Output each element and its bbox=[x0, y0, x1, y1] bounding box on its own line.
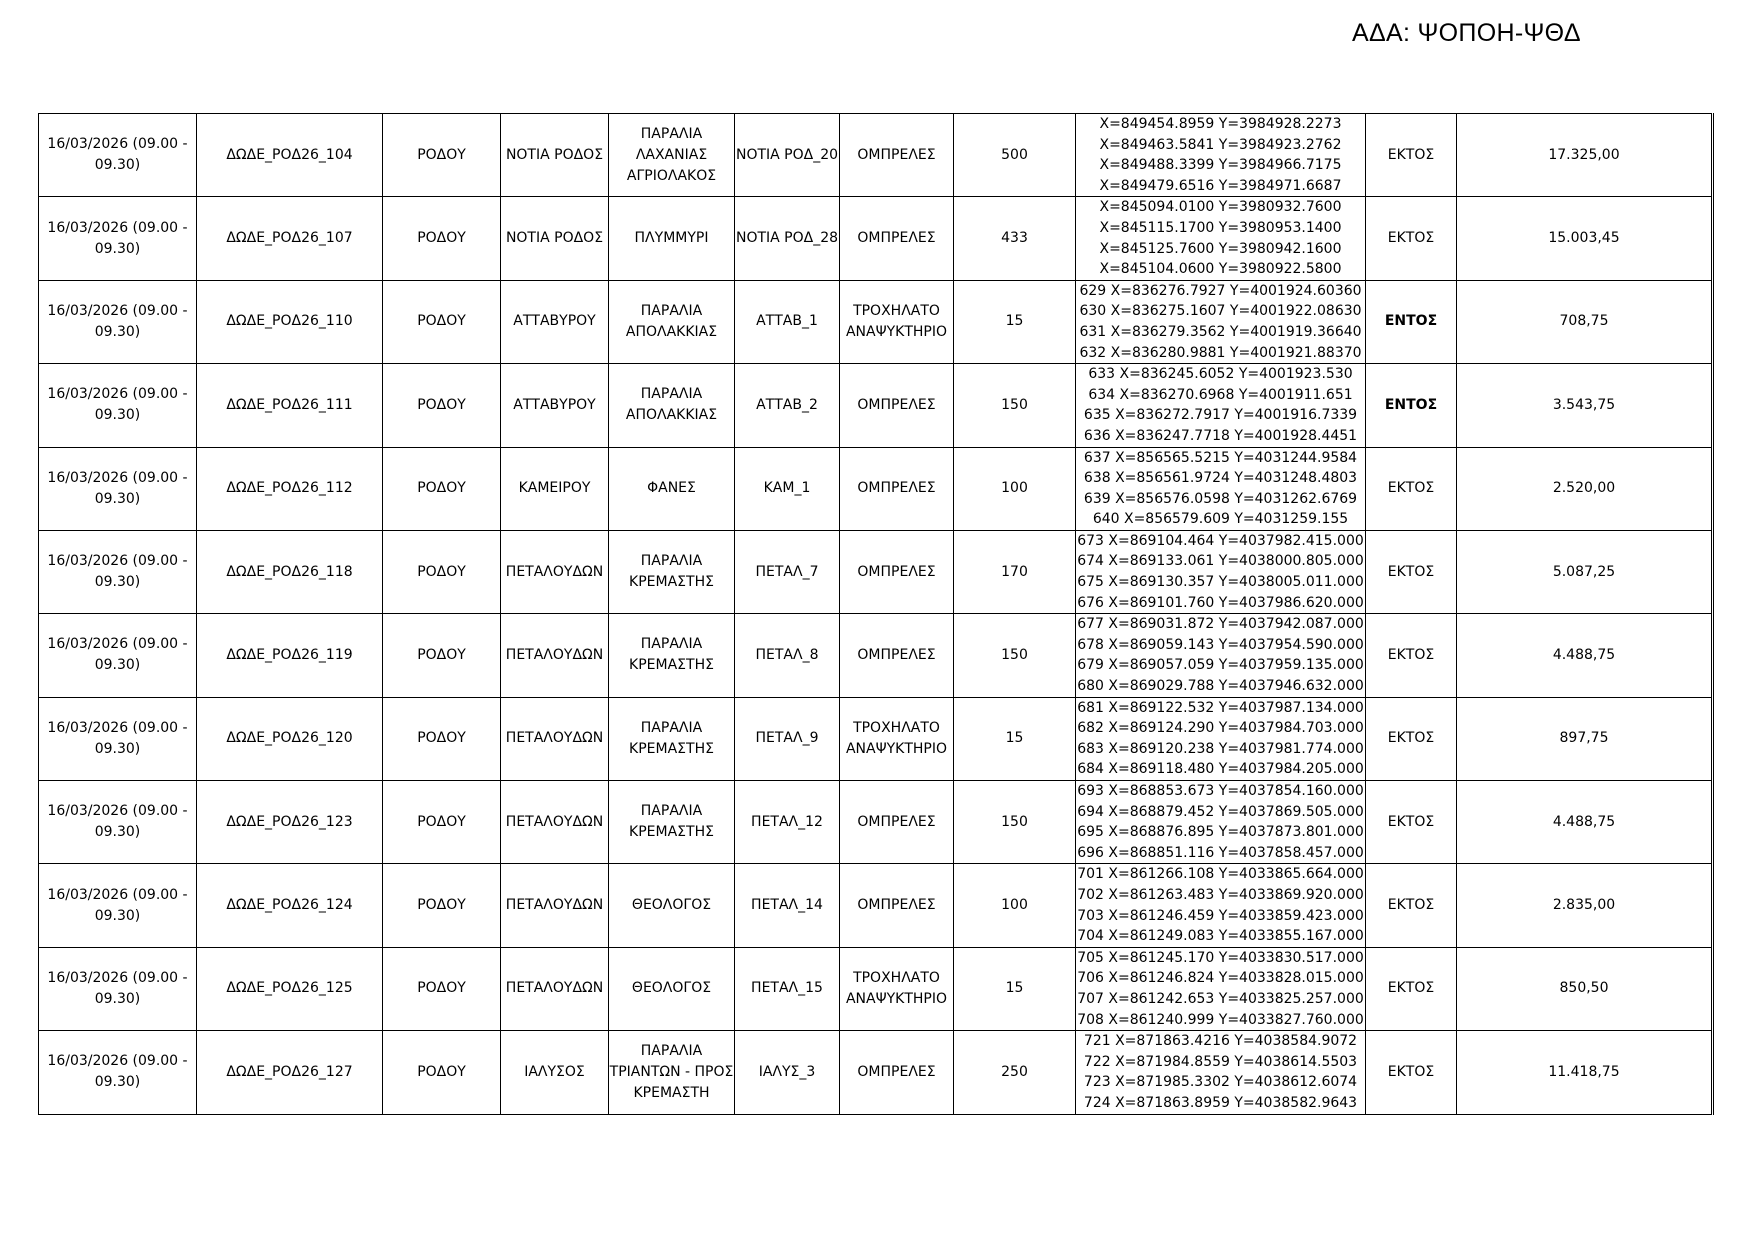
code-cell: ΔΩΔΕ_ΡΟΔ26_120 bbox=[197, 697, 383, 780]
area-code-cell: ΑΤΤΑΒ_1 bbox=[735, 280, 840, 363]
price-cell: 3.543,75 bbox=[1457, 364, 1713, 447]
date-cell: 16/03/2026 (09.00 - 09.30) bbox=[39, 1031, 197, 1114]
coordinate-line: 673 X=869104.464 Y=4037982.415.000 bbox=[1077, 532, 1364, 549]
use-cell: ΟΜΠΡΕΛΕΣ bbox=[840, 197, 954, 280]
use-cell: ΟΜΠΡΕΛΕΣ bbox=[840, 1031, 954, 1114]
coordinate-line: 680 X=869029.788 Y=4037946.632.000 bbox=[1077, 678, 1364, 695]
area-code-cell: ΑΤΤΑΒ_2 bbox=[735, 364, 840, 447]
use-cell: ΟΜΠΡΕΛΕΣ bbox=[840, 447, 954, 530]
date-cell: 16/03/2026 (09.00 - 09.30) bbox=[39, 114, 197, 197]
date-cell: 16/03/2026 (09.00 - 09.30) bbox=[39, 280, 197, 363]
coordinate-line: 638 X=856561.9724 Y=4031248.4803 bbox=[1083, 470, 1358, 487]
status-cell: ΕΚΤΟΣ bbox=[1366, 530, 1457, 613]
coordinate-line: X=849479.6516 Y=3984971.6687 bbox=[1099, 177, 1342, 194]
unit-cell: ΝΟΤΙΑ ΡΟΔΟΣ bbox=[501, 197, 609, 280]
area-code-cell: ΚΑΜ_1 bbox=[735, 447, 840, 530]
coordinates-cell bbox=[1076, 864, 1366, 947]
area-sqm-cell: 500 bbox=[954, 114, 1076, 197]
municipality-cell: ΡΟΔΟΥ bbox=[383, 530, 501, 613]
status-cell: ΕΝΤΟΣ bbox=[1366, 280, 1457, 363]
coordinate-line: 678 X=869059.143 Y=4037954.590.000 bbox=[1077, 636, 1364, 653]
coordinate-line: 723 X=871985.3302 Y=4038612.6074 bbox=[1083, 1074, 1358, 1091]
status-cell: ΕΚΤΟΣ bbox=[1366, 781, 1457, 864]
coordinates-cell bbox=[1076, 614, 1366, 697]
table-row bbox=[39, 114, 1713, 197]
location-cell: ΠΛΥΜΜΥΡΙ bbox=[609, 197, 735, 280]
area-sqm-cell: 15 bbox=[954, 280, 1076, 363]
date-cell: 16/03/2026 (09.00 - 09.30) bbox=[39, 530, 197, 613]
date-cell: 16/03/2026 (09.00 - 09.30) bbox=[39, 864, 197, 947]
concessions-table bbox=[38, 113, 1714, 1115]
area-sqm-cell: 100 bbox=[954, 447, 1076, 530]
use-cell: ΟΜΠΡΕΛΕΣ bbox=[840, 781, 954, 864]
area-sqm-cell: 150 bbox=[954, 781, 1076, 864]
price-cell: 708,75 bbox=[1457, 280, 1713, 363]
coordinate-line: 724 X=871863.8959 Y=4038582.9643 bbox=[1083, 1094, 1358, 1111]
coordinate-line: X=845104.0600 Y=3980922.5800 bbox=[1099, 261, 1342, 278]
table-row bbox=[39, 864, 1713, 947]
table-row bbox=[39, 697, 1713, 780]
coordinate-line: 640 X=856579.609 Y=4031259.155 bbox=[1092, 511, 1349, 528]
date-cell: 16/03/2026 (09.00 - 09.30) bbox=[39, 614, 197, 697]
unit-cell: ΠΕΤΑΛΟΥΔΩΝ bbox=[501, 864, 609, 947]
area-code-cell: ΠΕΤΑΛ_8 bbox=[735, 614, 840, 697]
coordinate-line: 703 X=861246.459 Y=4033859.423.000 bbox=[1077, 907, 1364, 924]
price-cell: 2.520,00 bbox=[1457, 447, 1713, 530]
unit-cell: ΚΑΜΕΙΡΟΥ bbox=[501, 447, 609, 530]
use-cell: ΤΡΟΧΗΛΑΤΟ ΑΝΑΨΥΚΤΗΡΙΟ bbox=[840, 947, 954, 1030]
unit-cell: ΙΑΛΥΣΟΣ bbox=[501, 1031, 609, 1114]
coordinate-line: 629 X=836276.7927 Y=4001924.60360 bbox=[1079, 282, 1362, 299]
price-cell: 5.087,25 bbox=[1457, 530, 1713, 613]
location-cell: ΠΑΡΑΛΙΑ ΛΑΧΑΝΙΑΣ ΑΓΡΙΟΛΑΚΟΣ bbox=[609, 114, 735, 197]
code-cell: ΔΩΔΕ_ΡΟΔ26_104 bbox=[197, 114, 383, 197]
table-row bbox=[39, 1031, 1713, 1114]
coordinates-cell bbox=[1076, 530, 1366, 613]
use-cell: ΟΜΠΡΕΛΕΣ bbox=[840, 364, 954, 447]
date-cell: 16/03/2026 (09.00 - 09.30) bbox=[39, 197, 197, 280]
coordinate-line: X=845125.7600 Y=3980942.1600 bbox=[1099, 240, 1342, 257]
price-cell: 4.488,75 bbox=[1457, 781, 1713, 864]
coordinate-line: X=849454.8959 Y=3984928.2273 bbox=[1099, 116, 1342, 132]
price-cell: 4.488,75 bbox=[1457, 614, 1713, 697]
coordinate-line: X=849463.5841 Y=3984923.2762 bbox=[1099, 136, 1342, 153]
area-sqm-cell: 250 bbox=[954, 1031, 1076, 1114]
coordinate-line: 694 X=868879.452 Y=4037869.505.000 bbox=[1077, 803, 1364, 820]
unit-cell: ΑΤΤΑΒΥΡΟΥ bbox=[501, 280, 609, 363]
table-row bbox=[39, 530, 1713, 613]
unit-cell: ΠΕΤΑΛΟΥΔΩΝ bbox=[501, 947, 609, 1030]
coordinate-line: 695 X=868876.895 Y=4037873.801.000 bbox=[1077, 824, 1364, 841]
municipality-cell: ΡΟΔΟΥ bbox=[383, 947, 501, 1030]
coordinate-line: X=849488.3399 Y=3984966.7175 bbox=[1099, 157, 1342, 174]
municipality-cell: ΡΟΔΟΥ bbox=[383, 781, 501, 864]
area-code-cell: ΝΟΤΙΑ ΡΟΔ_28 bbox=[735, 197, 840, 280]
coordinate-line: 705 X=861245.170 Y=4033830.517.000 bbox=[1077, 949, 1364, 966]
unit-cell: ΠΕΤΑΛΟΥΔΩΝ bbox=[501, 781, 609, 864]
coordinate-line: 696 X=868851.116 Y=4037858.457.000 bbox=[1077, 844, 1364, 861]
location-cell: ΠΑΡΑΛΙΑ ΚΡΕΜΑΣΤΗΣ bbox=[609, 697, 735, 780]
table-row bbox=[39, 280, 1713, 363]
coordinates-cell bbox=[1076, 1031, 1366, 1114]
area-code-cell: ΠΕΤΑΛ_15 bbox=[735, 947, 840, 1030]
coordinate-line: 721 X=871863.4216 Y=4038584.9072 bbox=[1083, 1033, 1358, 1050]
coordinate-line: 631 X=836279.3562 Y=4001919.36640 bbox=[1079, 323, 1362, 340]
coordinate-line: 635 X=836272.7917 Y=4001916.7339 bbox=[1083, 407, 1358, 424]
code-cell: ΔΩΔΕ_ΡΟΔ26_125 bbox=[197, 947, 383, 1030]
coordinate-line: 679 X=869057.059 Y=4037959.135.000 bbox=[1077, 657, 1364, 674]
use-cell: ΟΜΠΡΕΛΕΣ bbox=[840, 864, 954, 947]
status-cell: ΕΚΤΟΣ bbox=[1366, 1031, 1457, 1114]
area-sqm-cell: 15 bbox=[954, 947, 1076, 1030]
coordinate-line: 693 X=868853.673 Y=4037854.160.000 bbox=[1077, 783, 1364, 799]
code-cell: ΔΩΔΕ_ΡΟΔ26_119 bbox=[197, 614, 383, 697]
price-cell: 2.835,00 bbox=[1457, 864, 1713, 947]
code-cell: ΔΩΔΕ_ΡΟΔ26_112 bbox=[197, 447, 383, 530]
coordinate-line: 633 X=836245.6052 Y=4001923.530 bbox=[1088, 366, 1353, 383]
use-cell: ΟΜΠΡΕΛΕΣ bbox=[840, 114, 954, 197]
coordinate-line: 630 X=836275.1607 Y=4001922.08630 bbox=[1079, 303, 1362, 320]
municipality-cell: ΡΟΔΟΥ bbox=[383, 864, 501, 947]
coordinate-line: 637 X=856565.5215 Y=4031244.9584 bbox=[1083, 449, 1358, 466]
coordinates-cell bbox=[1076, 114, 1366, 197]
municipality-cell: ΡΟΔΟΥ bbox=[383, 280, 501, 363]
code-cell: ΔΩΔΕ_ΡΟΔ26_111 bbox=[197, 364, 383, 447]
location-cell: ΘΕΟΛΟΓΟΣ bbox=[609, 947, 735, 1030]
location-cell: ΘΕΟΛΟΓΟΣ bbox=[609, 864, 735, 947]
area-code-cell: ΝΟΤΙΑ ΡΟΔ_20 bbox=[735, 114, 840, 197]
price-cell: 11.418,75 bbox=[1457, 1031, 1713, 1114]
municipality-cell: ΡΟΔΟΥ bbox=[383, 364, 501, 447]
coordinate-line: 632 X=836280.9881 Y=4001921.88370 bbox=[1079, 344, 1362, 361]
area-code-cell: ΠΕΤΑΛ_7 bbox=[735, 530, 840, 613]
location-cell: ΠΑΡΑΛΙΑ ΚΡΕΜΑΣΤΗΣ bbox=[609, 530, 735, 613]
municipality-cell: ΡΟΔΟΥ bbox=[383, 447, 501, 530]
table-row bbox=[39, 614, 1713, 697]
coordinate-line: 639 X=856576.0598 Y=4031262.6769 bbox=[1083, 490, 1358, 507]
location-cell: ΠΑΡΑΛΙΑ ΑΠΟΛΑΚΚΙΑΣ bbox=[609, 280, 735, 363]
coordinates-cell bbox=[1076, 947, 1366, 1030]
coordinate-line: 676 X=869101.760 Y=4037986.620.000 bbox=[1077, 594, 1364, 611]
status-cell: ΕΚΤΟΣ bbox=[1366, 197, 1457, 280]
coordinate-line: 722 X=871984.8559 Y=4038614.5503 bbox=[1083, 1053, 1358, 1070]
location-cell: ΠΑΡΑΛΙΑ ΤΡΙΑΝΤΩΝ - ΠΡΟΣ ΚΡΕΜΑΣΤΗ bbox=[609, 1031, 735, 1114]
date-cell: 16/03/2026 (09.00 - 09.30) bbox=[39, 364, 197, 447]
coordinates-cell bbox=[1076, 364, 1366, 447]
coordinate-line: 636 X=836247.7718 Y=4001928.4451 bbox=[1083, 427, 1358, 444]
coordinate-line: X=845094.0100 Y=3980932.7600 bbox=[1099, 199, 1342, 216]
municipality-cell: ΡΟΔΟΥ bbox=[383, 1031, 501, 1114]
status-cell: ΕΚΤΟΣ bbox=[1366, 447, 1457, 530]
coordinates-cell bbox=[1076, 781, 1366, 864]
code-cell: ΔΩΔΕ_ΡΟΔ26_123 bbox=[197, 781, 383, 864]
area-sqm-cell: 100 bbox=[954, 864, 1076, 947]
location-cell: ΠΑΡΑΛΙΑ ΚΡΕΜΑΣΤΗΣ bbox=[609, 614, 735, 697]
price-cell: 850,50 bbox=[1457, 947, 1713, 1030]
area-code-cell: ΠΕΤΑΛ_12 bbox=[735, 781, 840, 864]
coordinate-line: 681 X=869122.532 Y=4037987.134.000 bbox=[1077, 699, 1364, 716]
use-cell: ΤΡΟΧΗΛΑΤΟ ΑΝΑΨΥΚΤΗΡΙΟ bbox=[840, 280, 954, 363]
coordinates-cell bbox=[1076, 697, 1366, 780]
price-cell: 17.325,00 bbox=[1457, 114, 1713, 197]
code-cell: ΔΩΔΕ_ΡΟΔ26_107 bbox=[197, 197, 383, 280]
coordinate-line: 684 X=869118.480 Y=4037984.205.000 bbox=[1077, 761, 1364, 778]
status-cell: ΕΚΤΟΣ bbox=[1366, 614, 1457, 697]
coordinate-line: 708 X=861240.999 Y=4033827.760.000 bbox=[1077, 1011, 1364, 1028]
coordinate-line: 683 X=869120.238 Y=4037981.774.000 bbox=[1077, 740, 1364, 757]
table-row bbox=[39, 364, 1713, 447]
area-sqm-cell: 15 bbox=[954, 697, 1076, 780]
table-row bbox=[39, 947, 1713, 1030]
area-sqm-cell: 433 bbox=[954, 197, 1076, 280]
coordinate-line: 707 X=861242.653 Y=4033825.257.000 bbox=[1077, 990, 1364, 1007]
code-cell: ΔΩΔΕ_ΡΟΔ26_110 bbox=[197, 280, 383, 363]
coordinates-cell bbox=[1076, 447, 1366, 530]
municipality-cell: ΡΟΔΟΥ bbox=[383, 614, 501, 697]
date-cell: 16/03/2026 (09.00 - 09.30) bbox=[39, 447, 197, 530]
municipality-cell: ΡΟΔΟΥ bbox=[383, 197, 501, 280]
status-cell: ΕΚΤΟΣ bbox=[1366, 864, 1457, 947]
area-sqm-cell: 170 bbox=[954, 530, 1076, 613]
location-cell: ΦΑΝΕΣ bbox=[609, 447, 735, 530]
price-cell: 15.003,45 bbox=[1457, 197, 1713, 280]
coordinate-line: 706 X=861246.824 Y=4033828.015.000 bbox=[1077, 970, 1364, 987]
coordinate-line: 674 X=869133.061 Y=4038000.805.000 bbox=[1077, 553, 1364, 570]
date-cell: 16/03/2026 (09.00 - 09.30) bbox=[39, 947, 197, 1030]
unit-cell: ΠΕΤΑΛΟΥΔΩΝ bbox=[501, 697, 609, 780]
unit-cell: ΠΕΤΑΛΟΥΔΩΝ bbox=[501, 530, 609, 613]
unit-cell: ΠΕΤΑΛΟΥΔΩΝ bbox=[501, 614, 609, 697]
location-cell: ΠΑΡΑΛΙΑ ΚΡΕΜΑΣΤΗΣ bbox=[609, 781, 735, 864]
coordinate-line: 677 X=869031.872 Y=4037942.087.000 bbox=[1077, 616, 1364, 633]
document-ada-code: ΑΔΑ: ΨΟΠΟΗ-ΨΘΔ bbox=[1352, 19, 1581, 47]
coordinate-line: 704 X=861249.083 Y=4033855.167.000 bbox=[1077, 928, 1364, 945]
area-code-cell: ΠΕΤΑΛ_9 bbox=[735, 697, 840, 780]
table-row bbox=[39, 197, 1713, 280]
date-cell: 16/03/2026 (09.00 - 09.30) bbox=[39, 781, 197, 864]
municipality-cell: ΡΟΔΟΥ bbox=[383, 114, 501, 197]
coordinate-line: 701 X=861266.108 Y=4033865.664.000 bbox=[1077, 866, 1364, 883]
use-cell: ΟΜΠΡΕΛΕΣ bbox=[840, 614, 954, 697]
status-cell: ΕΝΤΟΣ bbox=[1366, 364, 1457, 447]
coordinates-cell bbox=[1076, 197, 1366, 280]
code-cell: ΔΩΔΕ_ΡΟΔ26_118 bbox=[197, 530, 383, 613]
status-cell: ΕΚΤΟΣ bbox=[1366, 114, 1457, 197]
use-cell: ΤΡΟΧΗΛΑΤΟ ΑΝΑΨΥΚΤΗΡΙΟ bbox=[840, 697, 954, 780]
area-sqm-cell: 150 bbox=[954, 364, 1076, 447]
price-cell: 897,75 bbox=[1457, 697, 1713, 780]
area-code-cell: ΙΑΛΥΣ_3 bbox=[735, 1031, 840, 1114]
area-sqm-cell: 150 bbox=[954, 614, 1076, 697]
coordinate-line: 702 X=861263.483 Y=4033869.920.000 bbox=[1077, 886, 1364, 903]
table-row bbox=[39, 447, 1713, 530]
coordinate-line: X=845115.1700 Y=3980953.1400 bbox=[1099, 219, 1342, 236]
status-cell: ΕΚΤΟΣ bbox=[1366, 947, 1457, 1030]
location-cell: ΠΑΡΑΛΙΑ ΑΠΟΛΑΚΚΙΑΣ bbox=[609, 364, 735, 447]
coordinate-line: 634 X=836270.6968 Y=4001911.651 bbox=[1088, 386, 1353, 403]
code-cell: ΔΩΔΕ_ΡΟΔ26_127 bbox=[197, 1031, 383, 1114]
use-cell: ΟΜΠΡΕΛΕΣ bbox=[840, 530, 954, 613]
unit-cell: ΑΤΤΑΒΥΡΟΥ bbox=[501, 364, 609, 447]
table-row bbox=[39, 781, 1713, 864]
coordinate-line: 682 X=869124.290 Y=4037984.703.000 bbox=[1077, 720, 1364, 737]
status-cell: ΕΚΤΟΣ bbox=[1366, 697, 1457, 780]
coordinates-cell bbox=[1076, 280, 1366, 363]
municipality-cell: ΡΟΔΟΥ bbox=[383, 697, 501, 780]
code-cell: ΔΩΔΕ_ΡΟΔ26_124 bbox=[197, 864, 383, 947]
coordinate-line: 675 X=869130.357 Y=4038005.011.000 bbox=[1077, 574, 1364, 591]
unit-cell: ΝΟΤΙΑ ΡΟΔΟΣ bbox=[501, 114, 609, 197]
area-code-cell: ΠΕΤΑΛ_14 bbox=[735, 864, 840, 947]
date-cell: 16/03/2026 (09.00 - 09.30) bbox=[39, 697, 197, 780]
